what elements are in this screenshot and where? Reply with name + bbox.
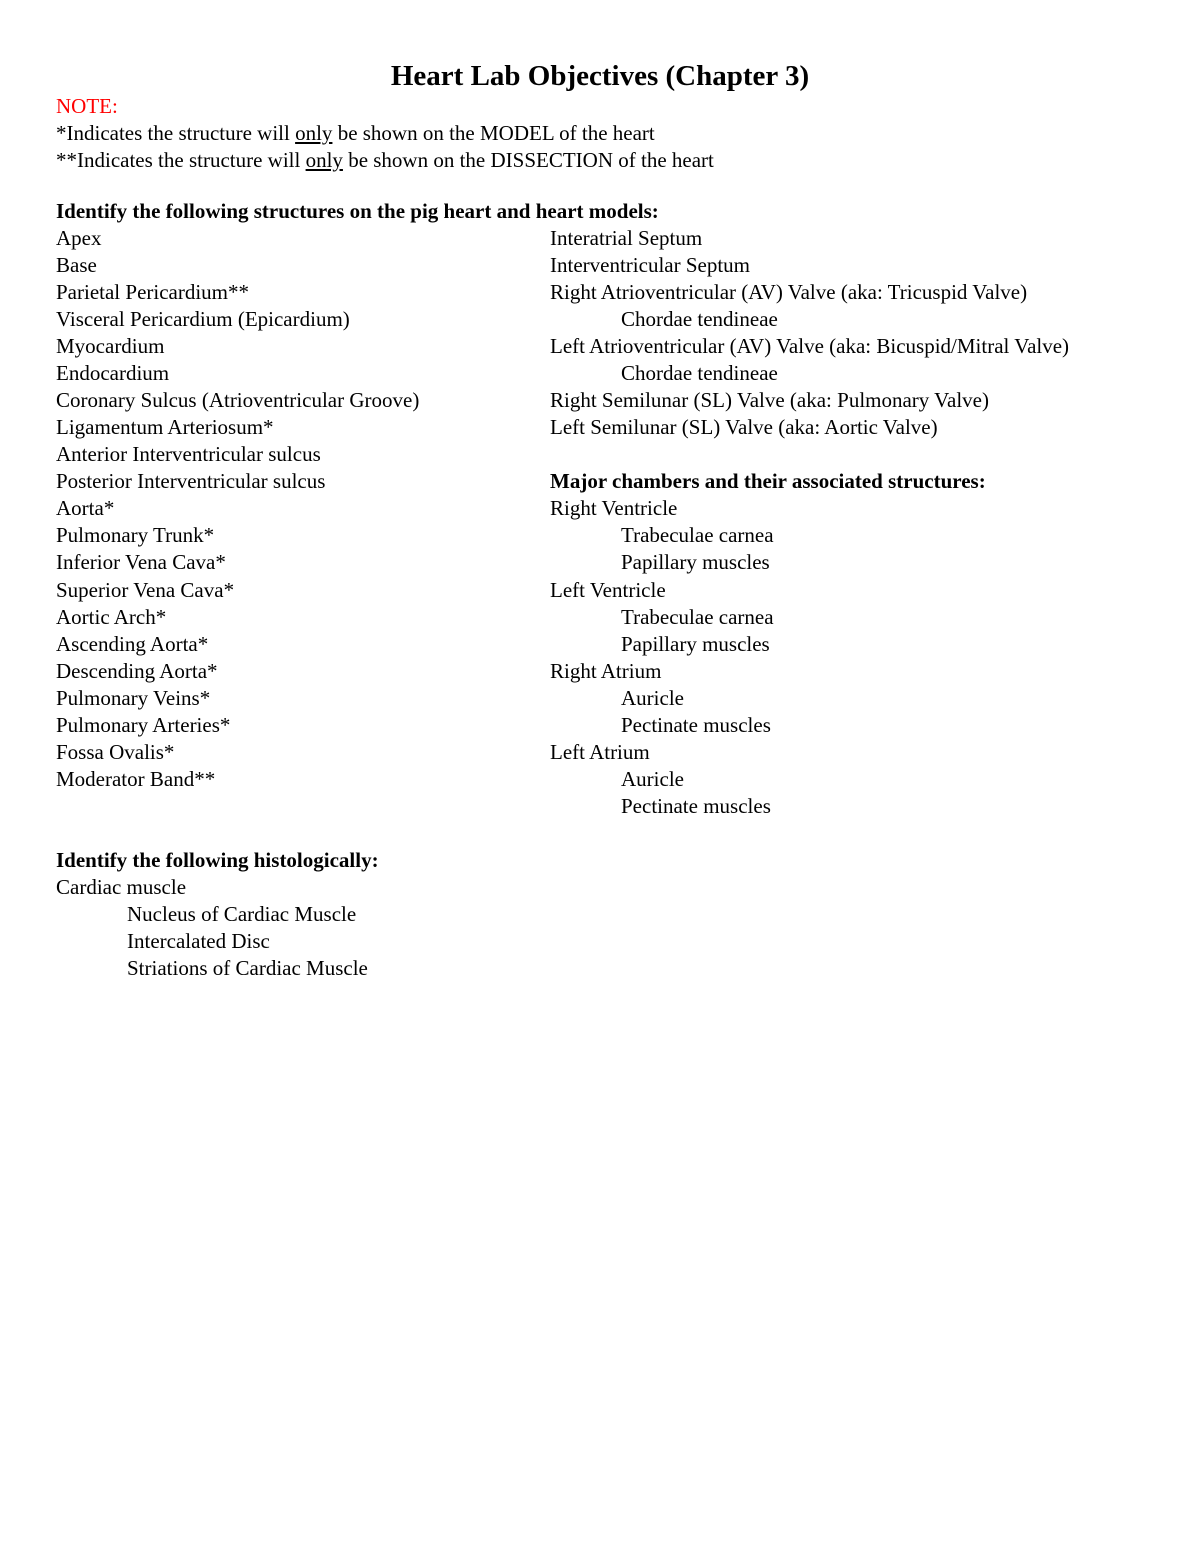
list-item: Left Ventricle [550, 578, 666, 602]
list-item: Pulmonary Arteries* [56, 713, 231, 737]
list-subitem: Chordae tendineae [621, 361, 778, 385]
list-subitem: Chordae tendineae [621, 307, 778, 331]
note-line-dissection-post: be shown on the DISSECTION of the heart [342, 148, 714, 172]
note-label: NOTE: [56, 94, 118, 118]
list-subitem: Pectinate muscles [621, 794, 771, 818]
list-subitem: Auricle [621, 686, 684, 710]
note-line-model-post: be shown on the MODEL of the heart [332, 121, 655, 145]
list-subitem: Striations of Cardiac Muscle [127, 956, 368, 980]
list-item: Inferior Vena Cava* [56, 550, 226, 574]
list-item: Left Atrioventricular (AV) Valve (aka: Bicuspid/Mitral Valve) [550, 334, 1070, 358]
list-item: Descending Aorta* [56, 659, 218, 683]
list-subitem: Papillary muscles [621, 550, 770, 574]
list-subitem: Nucleus of Cardiac Muscle [127, 902, 357, 926]
list-subitem: Papillary muscles [621, 632, 770, 656]
note-line-model-pre: *Indicates the structure will [56, 121, 296, 145]
note-line-model-emph: only [295, 121, 333, 145]
list-item: Pulmonary Veins* [56, 686, 211, 710]
list-item: Right Atrioventricular (AV) Valve (aka: Tricuspid Valve) [550, 280, 1028, 304]
list-item: Left Semilunar (SL) Valve (aka: Aortic Valve) [550, 415, 938, 439]
list-item: Parietal Pericardium** [56, 280, 250, 304]
list-item: Base [56, 253, 97, 277]
list-item: Interventricular Septum [550, 253, 751, 277]
section-heading-chambers: Major chambers and their associated structures: [550, 469, 986, 493]
list-item: Moderator Band** [56, 767, 216, 791]
section-heading-histology: Identify the following histologically: [56, 848, 379, 872]
list-item: Pulmonary Trunk* [56, 523, 215, 547]
list-item: Ligamentum Arteriosum* [56, 415, 274, 439]
list-item: Endocardium [56, 361, 170, 385]
list-item: Visceral Pericardium (Epicardium) [56, 307, 350, 331]
list-item: Right Semilunar (SL) Valve (aka: Pulmonary Valve) [550, 388, 989, 412]
note-line-dissection-emph: only [305, 148, 343, 172]
page-title: Heart Lab Objectives (Chapter 3) [390, 60, 810, 92]
list-subitem: Pectinate muscles [621, 713, 771, 737]
list-item: Apex [56, 226, 102, 250]
list-item: Fossa Ovalis* [56, 740, 175, 764]
list-item: Ascending Aorta* [56, 632, 209, 656]
list-subitem: Intercalated Disc [127, 929, 270, 953]
list-item: Aorta* [56, 496, 115, 520]
list-subitem: Trabeculae carnea [621, 523, 774, 547]
section-heading-structures: Identify the following structures on the pig heart and heart models: [56, 199, 659, 223]
note-line-model [56, 120, 655, 147]
list-item: Aortic Arch* [56, 605, 167, 629]
list-item: Interatrial Septum [550, 226, 703, 250]
note-line-dissection-pre: **Indicates the structure will [56, 148, 306, 172]
list-item: Left Atrium [550, 740, 650, 764]
list-item: Myocardium [56, 334, 165, 358]
list-item: Right Atrium [550, 659, 662, 683]
list-item: Superior Vena Cava* [56, 578, 235, 602]
list-item: Coronary Sulcus (Atrioventricular Groove) [56, 388, 420, 412]
list-item: Anterior Interventricular sulcus [56, 442, 321, 466]
note-line-dissection [56, 147, 714, 174]
list-item: Cardiac muscle [56, 875, 187, 899]
list-subitem: Auricle [621, 767, 684, 791]
list-subitem: Trabeculae carnea [621, 605, 774, 629]
list-item: Posterior Interventricular sulcus [56, 469, 326, 493]
list-item: Right Ventricle [550, 496, 678, 520]
